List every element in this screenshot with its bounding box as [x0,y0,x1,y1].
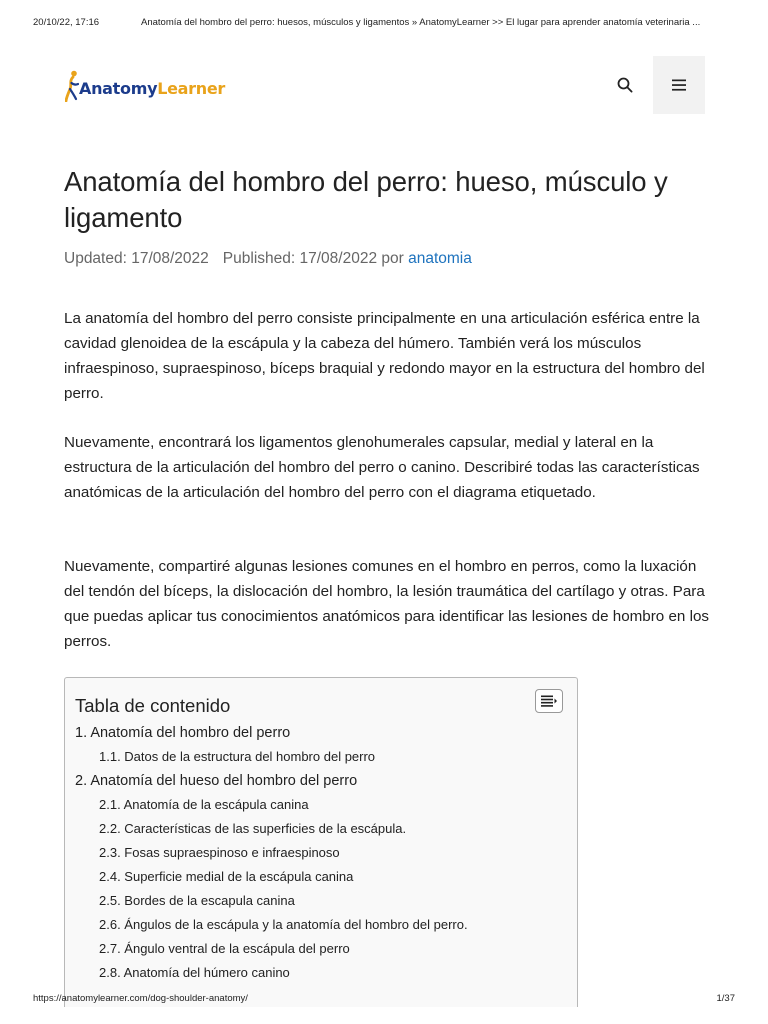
toc-link[interactable]: 2. Anatomía del hueso del hombro del perro [75,773,358,789]
logo-figure-icon [65,70,79,102]
toc-item [65,793,577,817]
toc-item [65,745,577,769]
toc-link[interactable]: 2.2. Características de las superficies de la escápula. [99,821,407,836]
table-of-contents [64,677,578,1007]
toc-list-icon [541,695,557,707]
site-logo[interactable] [65,70,225,102]
toc-link[interactable]: 2.6. Ángulos de la escápula y la anatomía del hombro del perro. [99,917,468,932]
print-page-number: 1/37 [716,993,735,1004]
hamburger-menu-icon [672,79,686,91]
toc-link[interactable]: 2.1. Anatomía de la escápula canina [99,797,309,812]
toc-item [65,769,577,793]
toc-link[interactable]: 2.3. Fosas supraespinoso e infraespinoso [99,845,340,860]
print-page-title: Anatomía del hombro del perro: huesos, músculos y ligamentos » AnatomyLearner >> El lugar para aprender anatomía veterinaria ... [141,17,701,28]
toc-link[interactable]: 2.5. Bordes de la escapula canina [99,893,295,908]
toc-item [65,721,577,745]
search-icon [617,77,633,93]
logo-text: AnatomyLearner [79,79,225,98]
intro-paragraph-1: La anatomía del hombro del perro consiste principalmente en una articulación esférica entre la cavidad glenoidea de la escápula y la cabeza del húmero. También verá los músculos infraespinoso, supraespinoso, bíceps braquial y redondo mayor en la estructura del hombro del perro. [64,310,705,402]
toc-item [65,913,577,937]
post-meta [64,248,472,270]
published-date: Published: 17/08/2022 [222,250,378,267]
toc-link[interactable]: 2.7. Ángulo ventral de la escápula del perro [99,941,350,956]
toc-toggle-button[interactable] [535,689,563,713]
toc-item [65,937,577,961]
toc-title: Tabla de contenido [75,695,231,716]
print-url: https://anatomylearner.com/dog-shoulder-anatomy/ [33,993,248,1004]
article-title: Anatomía del hombro del perro: hueso, músculo y ligamento [64,166,668,233]
toc-item [65,841,577,865]
print-footer [33,993,735,1009]
toc-link[interactable]: 2.8. Anatomía del húmero canino [99,965,290,980]
toc-list [65,721,577,985]
toc-link[interactable]: 1. Anatomía del hombro del perro [75,725,291,741]
menu-button[interactable] [653,56,705,114]
intro-paragraph-3: Nuevamente, compartiré algunas lesiones comunes en el hombro en perros, como la luxación del tendón del bíceps, la dislocación del hombro, la lesión traumática del cartílago y otras. Para que puedas aplicar tus conocimientos anatómicos para identificar las lesiones de hombro en los perros. [64,558,709,650]
toc-link[interactable]: 2.4. Superficie medial de la escápula canina [99,869,354,884]
toc-item [65,865,577,889]
site-header [64,56,705,114]
toc-item [65,889,577,913]
toc-link[interactable]: 1.1. Datos de la estructura del hombro del perro [99,749,376,764]
intro-paragraph-2: Nuevamente, encontrará los ligamentos glenohumerales capsular, medial y lateral en la estructura de la articulación del hombro del perro o canino. Describiré todas las características anatómicas de la articulación del hombro del perro con el diagrama etiquetado. [64,434,700,501]
search-button[interactable] [610,70,640,100]
updated-date: Updated: 17/08/2022 [64,250,209,267]
toc-item [65,961,577,985]
author-link[interactable]: anatomia [408,250,472,267]
print-header [33,17,735,33]
print-timestamp: 20/10/22, 17:16 [33,17,100,28]
toc-item [65,817,577,841]
byline-text: por [381,250,404,267]
